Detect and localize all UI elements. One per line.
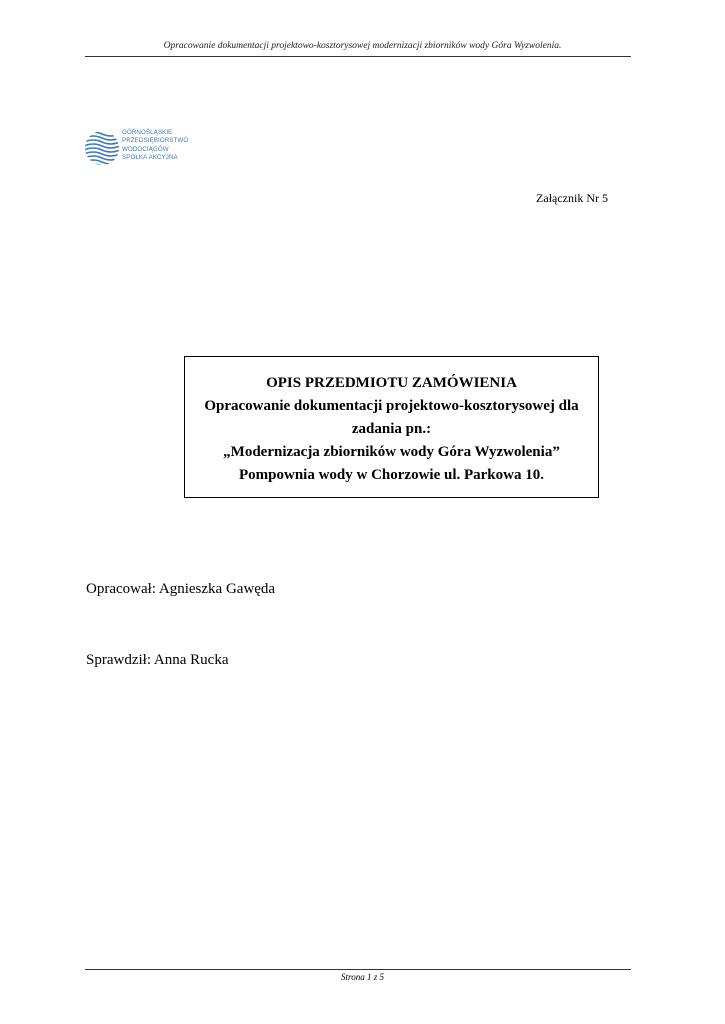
checked-by: Sprawdził: Anna Rucka (86, 652, 229, 668)
company-logo (84, 126, 204, 172)
logo-text-line: SPÓŁKA AKCYJNA (122, 154, 178, 162)
running-header: Opracowanie dokumentacji projektowo-kosztorysowej modernizacji zbiorników wody Góra Wyzwolenia. (163, 41, 562, 51)
attachment-label: Załącznik Nr 5 (536, 191, 608, 205)
logo-text-line: PRZEDSIĘBIORSTWO (122, 137, 189, 145)
title-line: Pompownia wody w Chorzowie ul. Parkowa 10. (238, 467, 544, 483)
footer-divider (85, 969, 631, 970)
logo-text (122, 129, 188, 163)
header-divider (85, 56, 631, 57)
title-line: OPIS PRZEDMIOTU ZAMÓWIENIA (266, 375, 517, 391)
title-line: zadania pn.: (351, 421, 432, 437)
prepared-by: Opracował: Agnieszka Gawęda (86, 581, 276, 597)
page-number: Strona 1 z 5 (341, 972, 384, 982)
title-line: „Modernizacja zbiorników wody Góra Wyzwolenia” (223, 444, 560, 460)
title-line: Opracowanie dokumentacji projektowo-kosztorysowej dla (204, 398, 579, 414)
waves-globe-icon (84, 126, 120, 172)
title-box (184, 356, 599, 498)
logo-text-line: GÓRNOŚLĄSKIE (122, 129, 173, 136)
logo-text-line: WODOCIĄGÓW (122, 145, 169, 153)
